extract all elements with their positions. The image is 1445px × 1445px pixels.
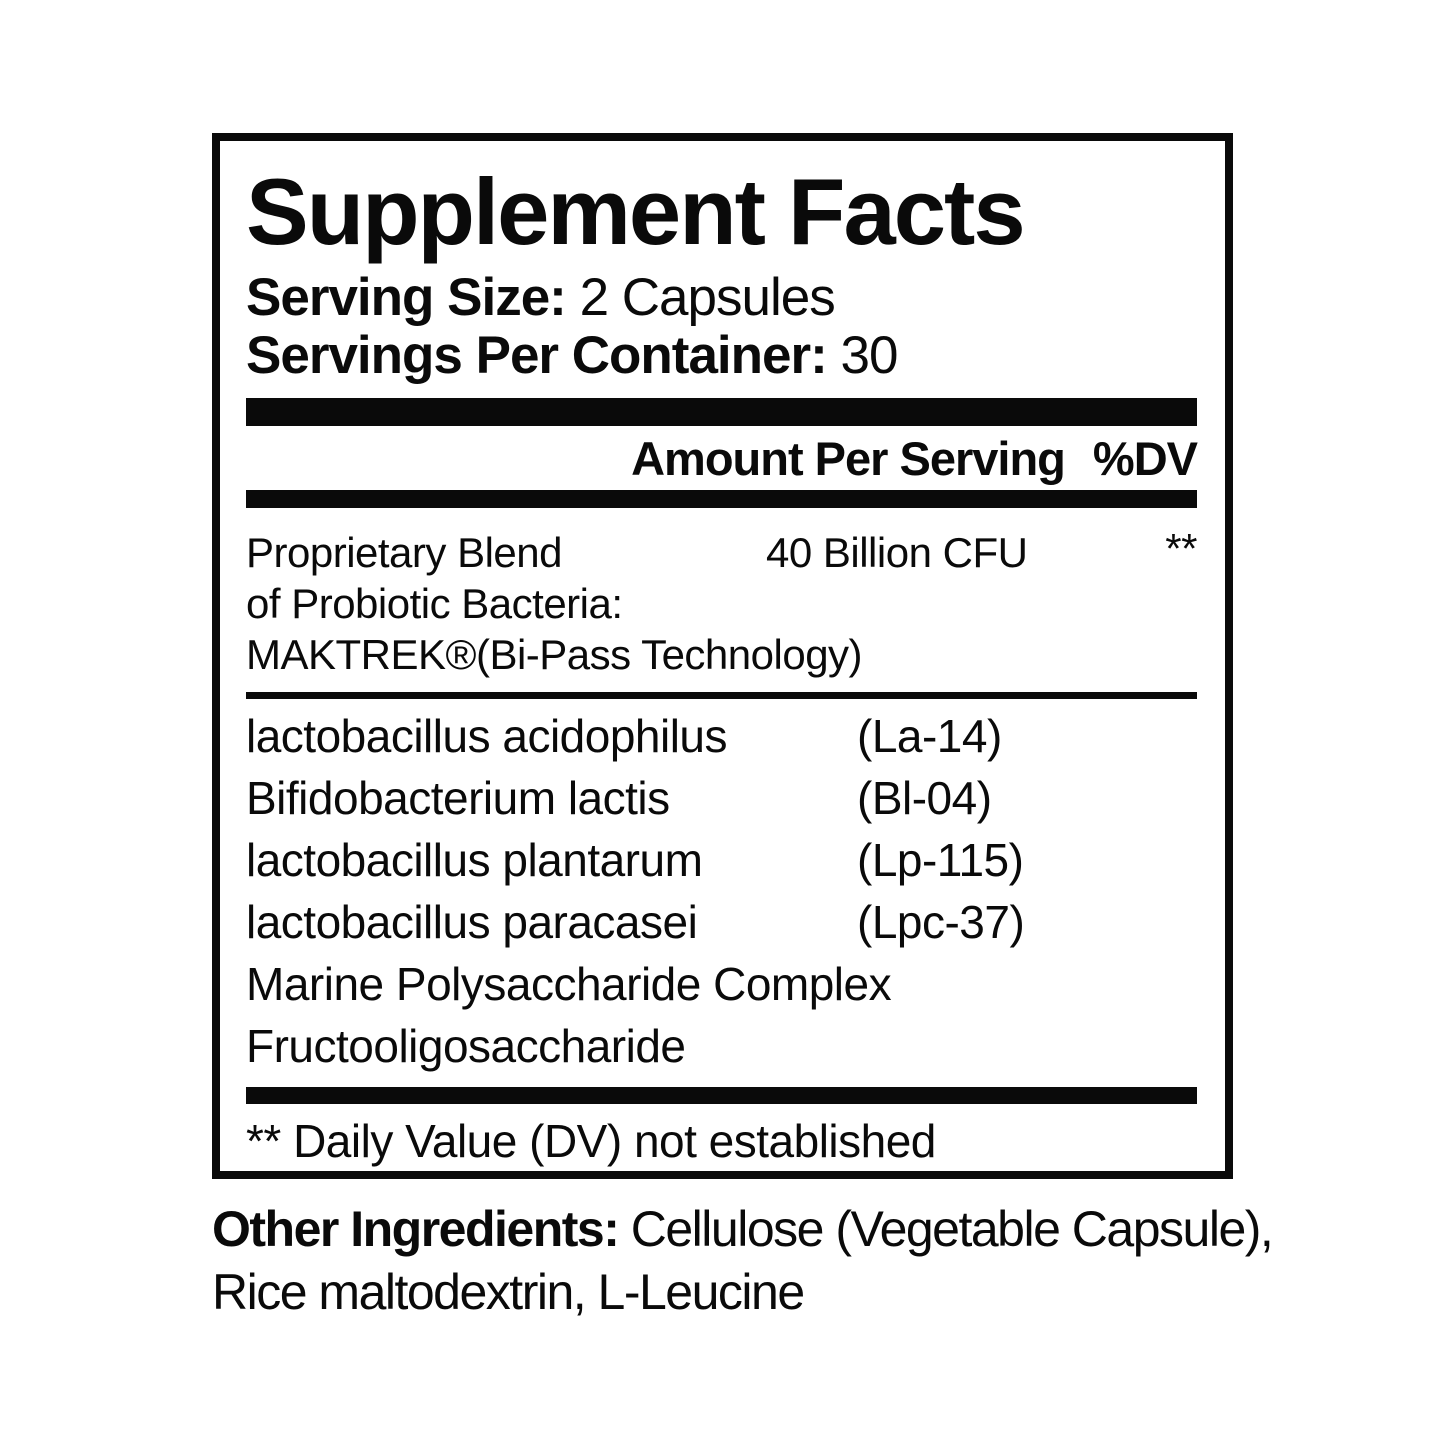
divider-rule-thin [246,692,1197,699]
other-ingredients-line1 [212,1198,1442,1261]
ingredient-strain: (La-14) [857,710,1002,762]
blend-name-line2: of Probiotic Bacteria: [246,580,623,627]
other-ingredients-value-line1: Cellulose (Vegetable Capsule), [618,1201,1273,1257]
divider-bar-top [246,398,1197,426]
servings-per-container-label: Servings Per Container: [246,326,827,385]
percent-dv-header: %DV [1092,432,1197,485]
ingredient-name: Marine Polysaccharide Complex [246,958,892,1010]
supplement-facts-panel [212,133,1233,1179]
blend-dv-value: ** [1165,525,1197,572]
other-ingredients-line2 [212,1261,1442,1324]
ingredient-row [246,705,1197,767]
ingredient-row [246,767,1197,829]
ingredient-name: Bifidobacterium lactis [246,772,670,824]
other-ingredients-value-line2: Rice maltodextrin, L-Leucine [212,1264,804,1320]
serving-size-line [246,269,1197,327]
ingredient-row [246,953,1197,1015]
serving-size-value: 2 Capsules [579,268,835,327]
ingredient-strain: (Bl-04) [857,772,992,824]
column-headers [246,432,1197,485]
proprietary-blend-section [246,527,1197,680]
ingredient-name: Fructooligosaccharide [246,1020,686,1072]
serving-size-label: Serving Size: [246,268,566,327]
servings-per-container-value: 30 [840,326,898,385]
blend-name-line3: MAKTREK®(Bi-Pass Technology) [246,631,863,678]
servings-per-container-line [246,327,1197,385]
amount-per-serving-header: Amount Per Serving [631,432,1065,485]
blend-amount: 40 Billion CFU [766,529,1028,576]
dv-footnote: ** Daily Value (DV) not established [246,1115,936,1167]
panel-title: Supplement Facts [246,159,1024,264]
ingredient-strain: (Lpc-37) [857,896,1025,948]
blend-row [246,527,1197,578]
divider-bar-bottom [246,1087,1197,1104]
divider-bar-header [246,490,1197,508]
other-ingredients-section [212,1198,1442,1324]
ingredient-row [246,829,1197,891]
ingredient-list [246,705,1197,1077]
ingredient-row [246,1015,1197,1077]
ingredient-name: lactobacillus acidophilus [246,710,728,762]
ingredient-name: lactobacillus plantarum [246,834,703,886]
serving-info [246,269,1197,385]
ingredient-name: lactobacillus paracasei [246,896,698,948]
other-ingredients-label: Other Ingredients: [212,1201,619,1257]
ingredient-row [246,891,1197,953]
blend-name-line1: Proprietary Blend [246,529,562,576]
ingredient-strain: (Lp-115) [857,834,1024,886]
